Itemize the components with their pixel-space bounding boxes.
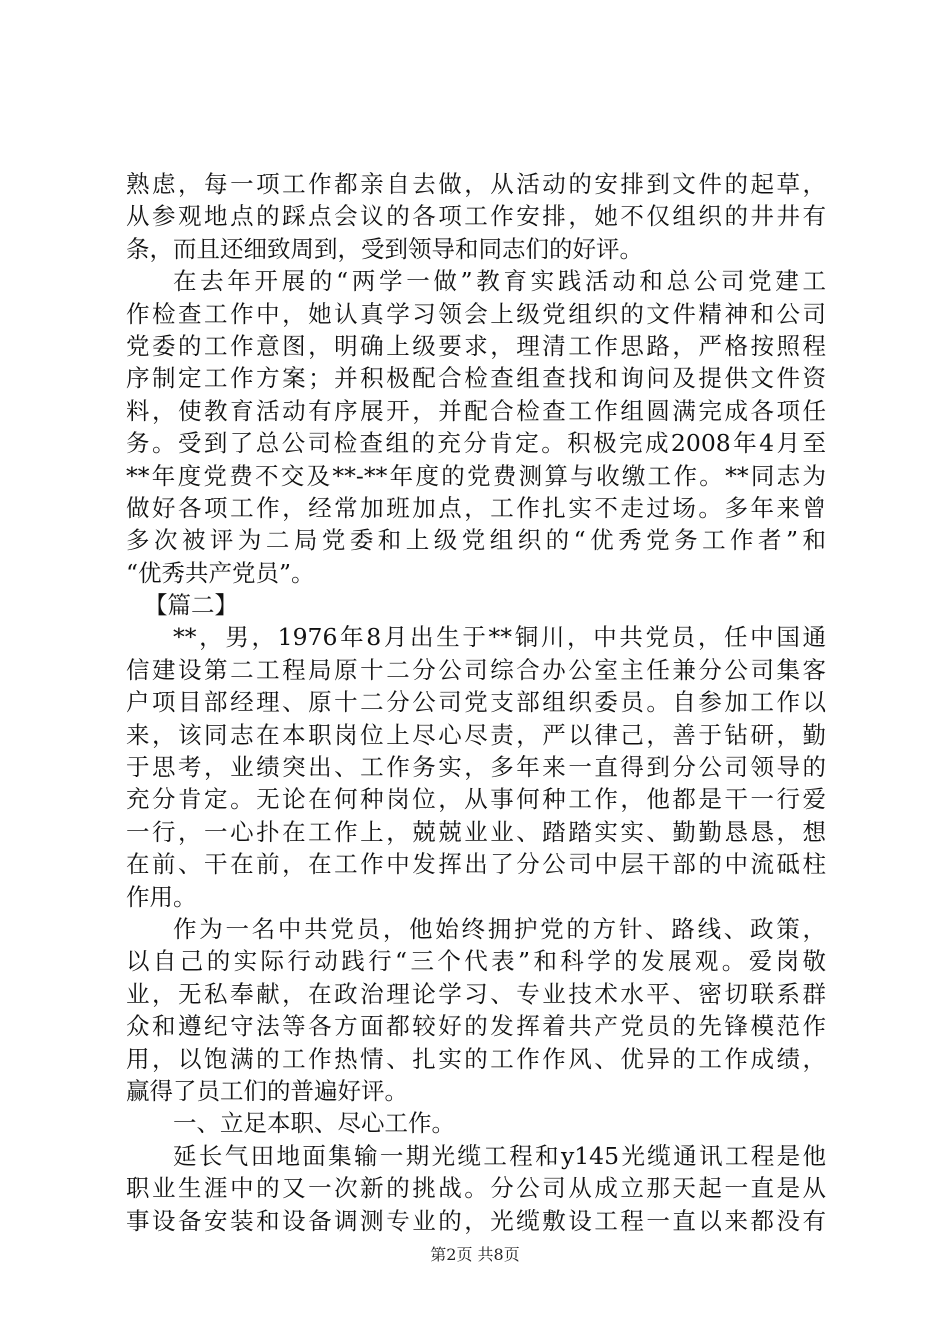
text-line: “优秀共产党员”。 (126, 558, 315, 587)
text-line: 党委的工作意图，明确上级要求，理清工作思路，严格按照程 (126, 331, 826, 360)
text-line: 在去年开展的“两学一做”教育实践活动和总公司党建工 (173, 267, 826, 296)
text-line: 作为一名中共党员，他始终拥护党的方针、路线、政策， (173, 914, 826, 943)
text-line: 从参观地点的踩点会议的各项工作安排，她不仅组织的井井有 (126, 202, 826, 231)
text-line: 以自己的实际行动践行“三个代表”和科学的发展观。爱岗敬 (126, 947, 826, 976)
text-line: 序制定工作方案；并积极配合检查组查找和询问及提供文件资 (126, 364, 826, 393)
section-heading: 【篇二】 (144, 591, 238, 620)
text-line: 用，以饱满的工作热情、扎实的工作作风、优异的工作成绩， (126, 1044, 826, 1073)
text-line: **，男，1976年8月出生于**铜川，中共党员，任中国通 (173, 623, 826, 652)
text-line: 作用。 (126, 882, 197, 911)
text-line: 来，该同志在本职岗位上尽心尽责，严以律己，善于钻研，勤 (126, 720, 826, 749)
text-line: 职业生涯中的又一次新的挑战。分公司从成立那天起一直是从 (126, 1174, 826, 1203)
text-line: 熟虑，每一项工作都亲自去做，从活动的安排到文件的起草， (126, 170, 826, 198)
text-line: 作检查工作中，她认真学习领会上级党组织的文件精神和公司 (126, 299, 826, 328)
text-line: 多次被评为二局党委和上级党组织的“优秀党务工作者”和 (126, 526, 826, 555)
text-line: 业，无私奉献，在政治理论学习、专业技术水平、密切联系群 (126, 979, 826, 1008)
text-line: 料，使教育活动有序展开，并配合检查工作组圆满完成各项任 (126, 396, 826, 425)
text-line: 延长气田地面集输一期光缆工程和y145光缆通讯工程是他 (173, 1141, 826, 1170)
text-line: 条，而且还细致周到，受到领导和同志们的好评。 (126, 234, 643, 263)
text-line: 在前、干在前，在工作中发挥出了分公司中层干部的中流砥柱 (126, 850, 826, 879)
text-line: 赢得了员工们的普遍好评。 (126, 1076, 408, 1105)
text-line: 做好各项工作，经常加班加点，工作扎实不走过场。多年来曾 (126, 493, 826, 522)
document-body (126, 168, 826, 1237)
text-line: 户项目部经理、原十二分公司党支部组织委员。自参加工作以 (126, 688, 826, 717)
text-line: 事设备安装和设备调测专业的，光缆敷设工程一直以来都没有 (126, 1206, 826, 1235)
text-line: 众和遵纪守法等各方面都较好的发挥着共产党员的先锋模范作 (126, 1012, 826, 1041)
text-line: 信建设第二工程局原十二分公司综合办公室主任兼分公司集客 (126, 655, 826, 684)
text-line: **年度党费不交及**-**年度的党费测算与收缴工作。**同志为 (126, 461, 826, 490)
text-line: 务。受到了总公司检查组的充分肯定。积极完成2008年4月至 (126, 429, 826, 458)
text-line: 充分肯定。无论在何种岗位，从事何种工作，他都是干一行爱 (126, 785, 826, 814)
text-line: 于思考，业绩突出、工作务实，多年来一直得到分公司领导的 (126, 753, 826, 782)
text-line: 一、立足本职、尽心工作。 (173, 1109, 455, 1138)
text-line: 一行，一心扑在工作上，兢兢业业、踏踏实实、勤勤恳恳，想 (126, 817, 826, 846)
page-number-footer: 第2页 共8页 (430, 1245, 520, 1264)
